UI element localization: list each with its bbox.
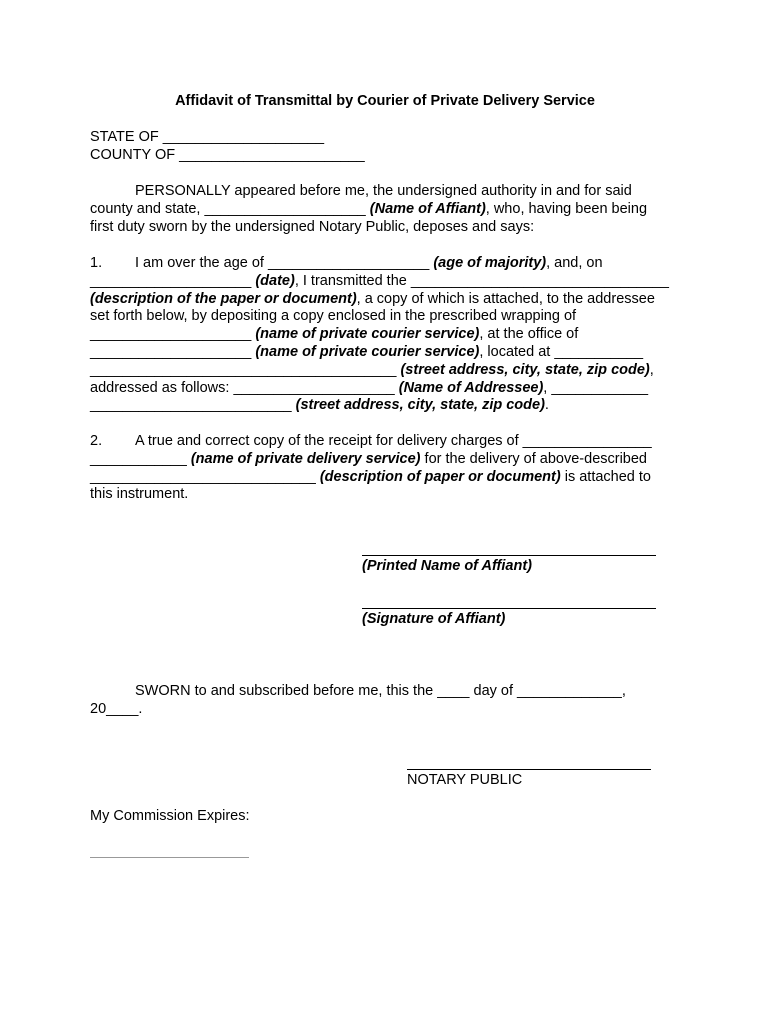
intro-line-1: PERSONALLY appeared before me, the undersigned authority in and for said <box>135 183 632 199</box>
p1-line-5: ____________________ (name of private courier service), at the office of <box>90 326 579 343</box>
county-line: COUNTY OF _______________________ <box>90 146 365 163</box>
venue-block <box>90 129 690 165</box>
intro-line-2: county and state, ____________________ (Name of Affiant), who, having been being <box>90 200 648 217</box>
commission-label: My Commission Expires: <box>90 808 250 824</box>
p2-line-3: ____________________________ (description of paper or document) is attached to <box>90 468 651 485</box>
sworn-line-1: SWORN to and subscribed before me, this the ____ day of _____________, <box>135 683 626 699</box>
notary-rule <box>407 769 651 770</box>
document-title: Affidavit of Transmittal by Courier of Private Delivery Service <box>175 93 595 109</box>
p1-line-3: (description of the paper or document), a copy of which is attached, to the addressee <box>90 290 655 307</box>
notary-label: NOTARY PUBLIC <box>407 772 523 788</box>
signature-rule <box>362 608 656 609</box>
p1-line-8: addressed as follows: ____________________ (Name of Addressee), ____________ <box>90 379 649 396</box>
signature-label: (Signature of Affiant) <box>362 611 506 627</box>
printed-name-rule <box>362 555 656 556</box>
p1-line-9: _________________________ (street address, city, state, zip code). <box>90 397 549 414</box>
paragraph-2 <box>90 433 690 504</box>
sworn-paragraph <box>90 683 690 719</box>
p1-line-1: 1. I am over the age of ____________________ (age of majority), and, on <box>90 255 603 271</box>
printed-name-label: (Printed Name of Affiant) <box>362 558 532 574</box>
p1-line-7: ______________________________________ (street address, city, state, zip code), <box>90 361 654 378</box>
intro-line-3: first duty sworn by the undersigned Notary Public, deposes and says: <box>90 218 535 235</box>
commission-rule <box>90 857 249 858</box>
p2-line-4: this instrument. <box>90 486 189 503</box>
sworn-line-2: 20____. <box>90 700 143 717</box>
paragraph-1 <box>90 255 690 415</box>
p1-line-2: ____________________ (date), I transmitted the ________________________________ <box>90 272 669 289</box>
p2-line-1: 2. A true and correct copy of the receipt for delivery charges of ________________ <box>90 433 652 449</box>
p2-line-2: ____________ (name of private delivery service) for the delivery of above-described <box>90 450 648 467</box>
p1-line-6: ____________________ (name of private courier service), located at ___________ <box>90 343 644 360</box>
p1-line-4: set forth below, by depositing a copy enclosed in the prescribed wrapping of <box>90 308 577 325</box>
state-line: STATE OF ____________________ <box>90 129 325 145</box>
intro-paragraph <box>90 183 690 236</box>
